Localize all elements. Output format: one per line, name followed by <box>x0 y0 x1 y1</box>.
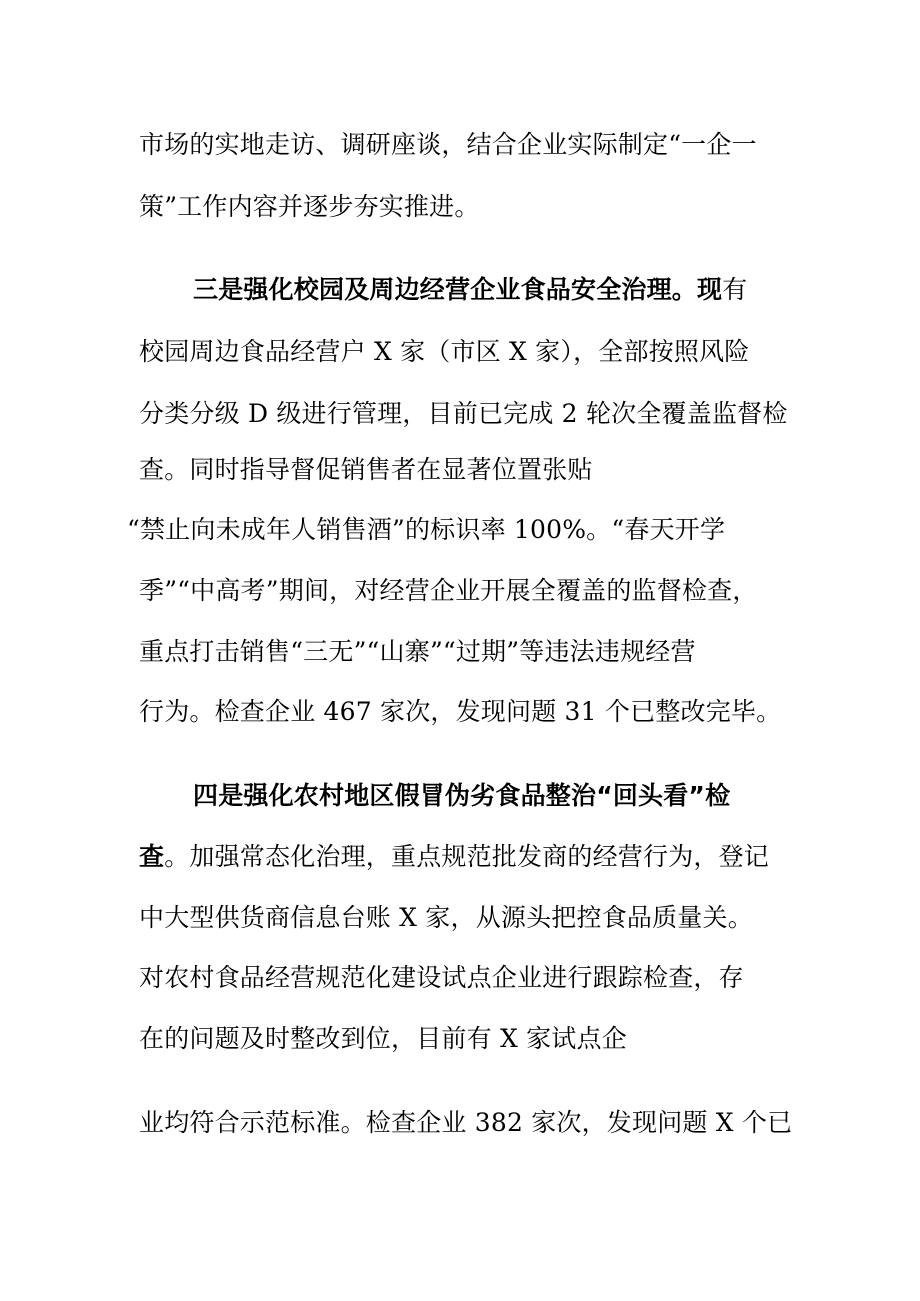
text-line: 对农村食品经营规范化建设试点企业进行跟踪检查，存 <box>139 963 744 992</box>
text-line: “禁止向未成年人销售酒”的标识率 100%。“春天开学 <box>127 515 726 544</box>
section-heading-line <box>193 273 789 307</box>
section-heading-4-end: 查 <box>139 842 165 871</box>
text-line: 行为。检查企业 467 家次，发现问题 31 个已整改完毕。 <box>139 697 782 726</box>
text-line: 分类分级 D 级进行管理，目前已完成 2 轮次全覆盖监督检 <box>139 399 788 428</box>
text-line: 在的问题及时整改到位，目前有 X 家试点企 <box>139 1024 627 1053</box>
text-line: 中大型供货商信息台账 X 家，从源头把控食品质量关。 <box>139 903 753 932</box>
text-line: 业均符合示范标准。检查企业 382 家次，发现问题 X 个已 <box>139 1108 793 1137</box>
text-line: 查。同时指导督促销售者在显著位置张贴 <box>139 455 593 484</box>
text-span: 有 <box>722 275 748 304</box>
text-line: 市场的实地走访、调研座谈，结合企业实际制定“一企一 <box>139 130 757 159</box>
section-heading-4: 四是强化农村地区假冒伪劣食品整治“回头看”检 <box>193 781 731 810</box>
text-line: 策”工作内容并逐步夯实推进。 <box>139 192 480 221</box>
text-line: 重点打击销售“三无”“山寨”“过期”等违法违规经营 <box>139 637 696 666</box>
text-line: 校园周边食品经营户 X 家（市区 X 家），全部按照风险 <box>139 337 750 366</box>
section-heading-3: 三是强化校园及周边经营企业食品安全治理。现 <box>193 275 723 304</box>
section-heading-line <box>193 779 789 813</box>
text-line <box>139 840 789 874</box>
text-span: 。加强常态化治理，重点规范批发商的经营行为，登记 <box>164 842 770 871</box>
text-line: 季”“中高考”期间，对经营企业开展全覆盖的监督检查， <box>139 576 758 605</box>
